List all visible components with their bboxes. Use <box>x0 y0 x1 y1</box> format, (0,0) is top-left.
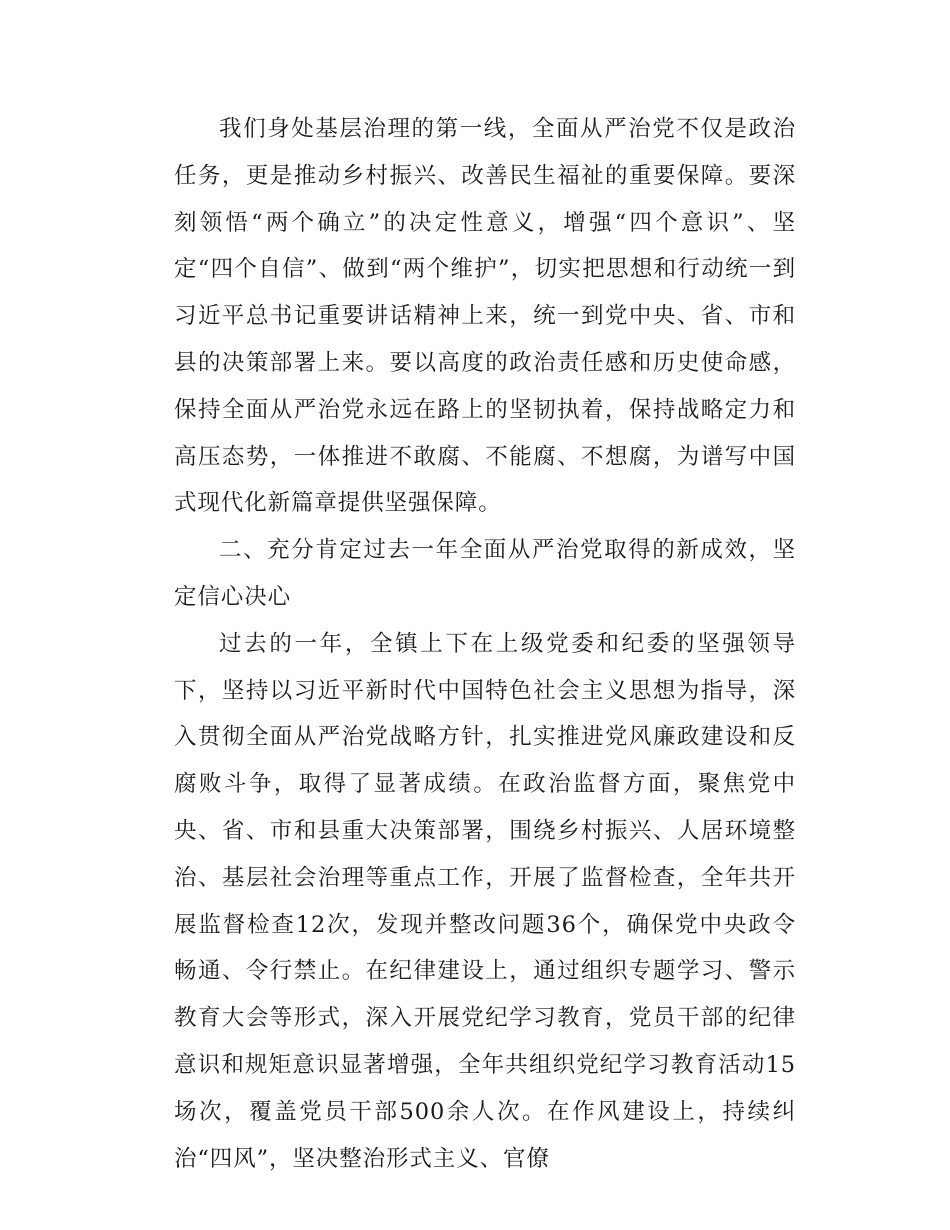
section-heading: 二、充分肯定过去一年全面从严治党取得的新成效，坚定信心决心 <box>174 537 796 610</box>
document-body <box>174 106 796 1182</box>
achievements-paragraph: 过去的一年，全镇上下在上级党委和纪委的坚强领导下，坚持以习近平新时代中国特色社会主义思想为指导，深入贯彻全面从严治党战略方针，扎实推进党风廉政建设和反腐败斗争，取得了显著成绩。在政治监督方面，聚焦党中央、省、市和县重大决策部署，围绕乡村振兴、人居环境整治、基层社会治理等重点工作，开展了监督检查，全年共开展监督检查12次，发现并整改问题36个，确保党中央政令畅通、令行禁止。在纪律建设上，通过组织专题学习、警示教育大会等形式，深入开展党纪学习教育，党员干部的纪律意识和规矩意识显著增强，全年共组织党纪学习教育活动15场次，覆盖党员干部500余人次。在作风建设上，持续纠治“四风”，坚决整治形式主义、官僚 <box>174 630 796 1172</box>
intro-paragraph: 我们身处基层治理的第一线，全面从严治党不仅是政治任务，更是推动乡村振兴、改善民生福祉的重要保障。要深刻领悟“两个确立”的决定性意义，增强“四个意识”、坚定“四个自信”、做到“两个维护”，切实把思想和行动统一到习近平总书记重要讲话精神上来，统一到党中央、省、市和县的决策部署上来。要以高度的政治责任感和历史使命感，保持全面从严治党永远在路上的坚韧执着，保持战略定力和高压态势，一体推进不敢腐、不能腐、不想腐，为谱写中国式现代化新篇章提供坚强保障。 <box>174 116 796 517</box>
